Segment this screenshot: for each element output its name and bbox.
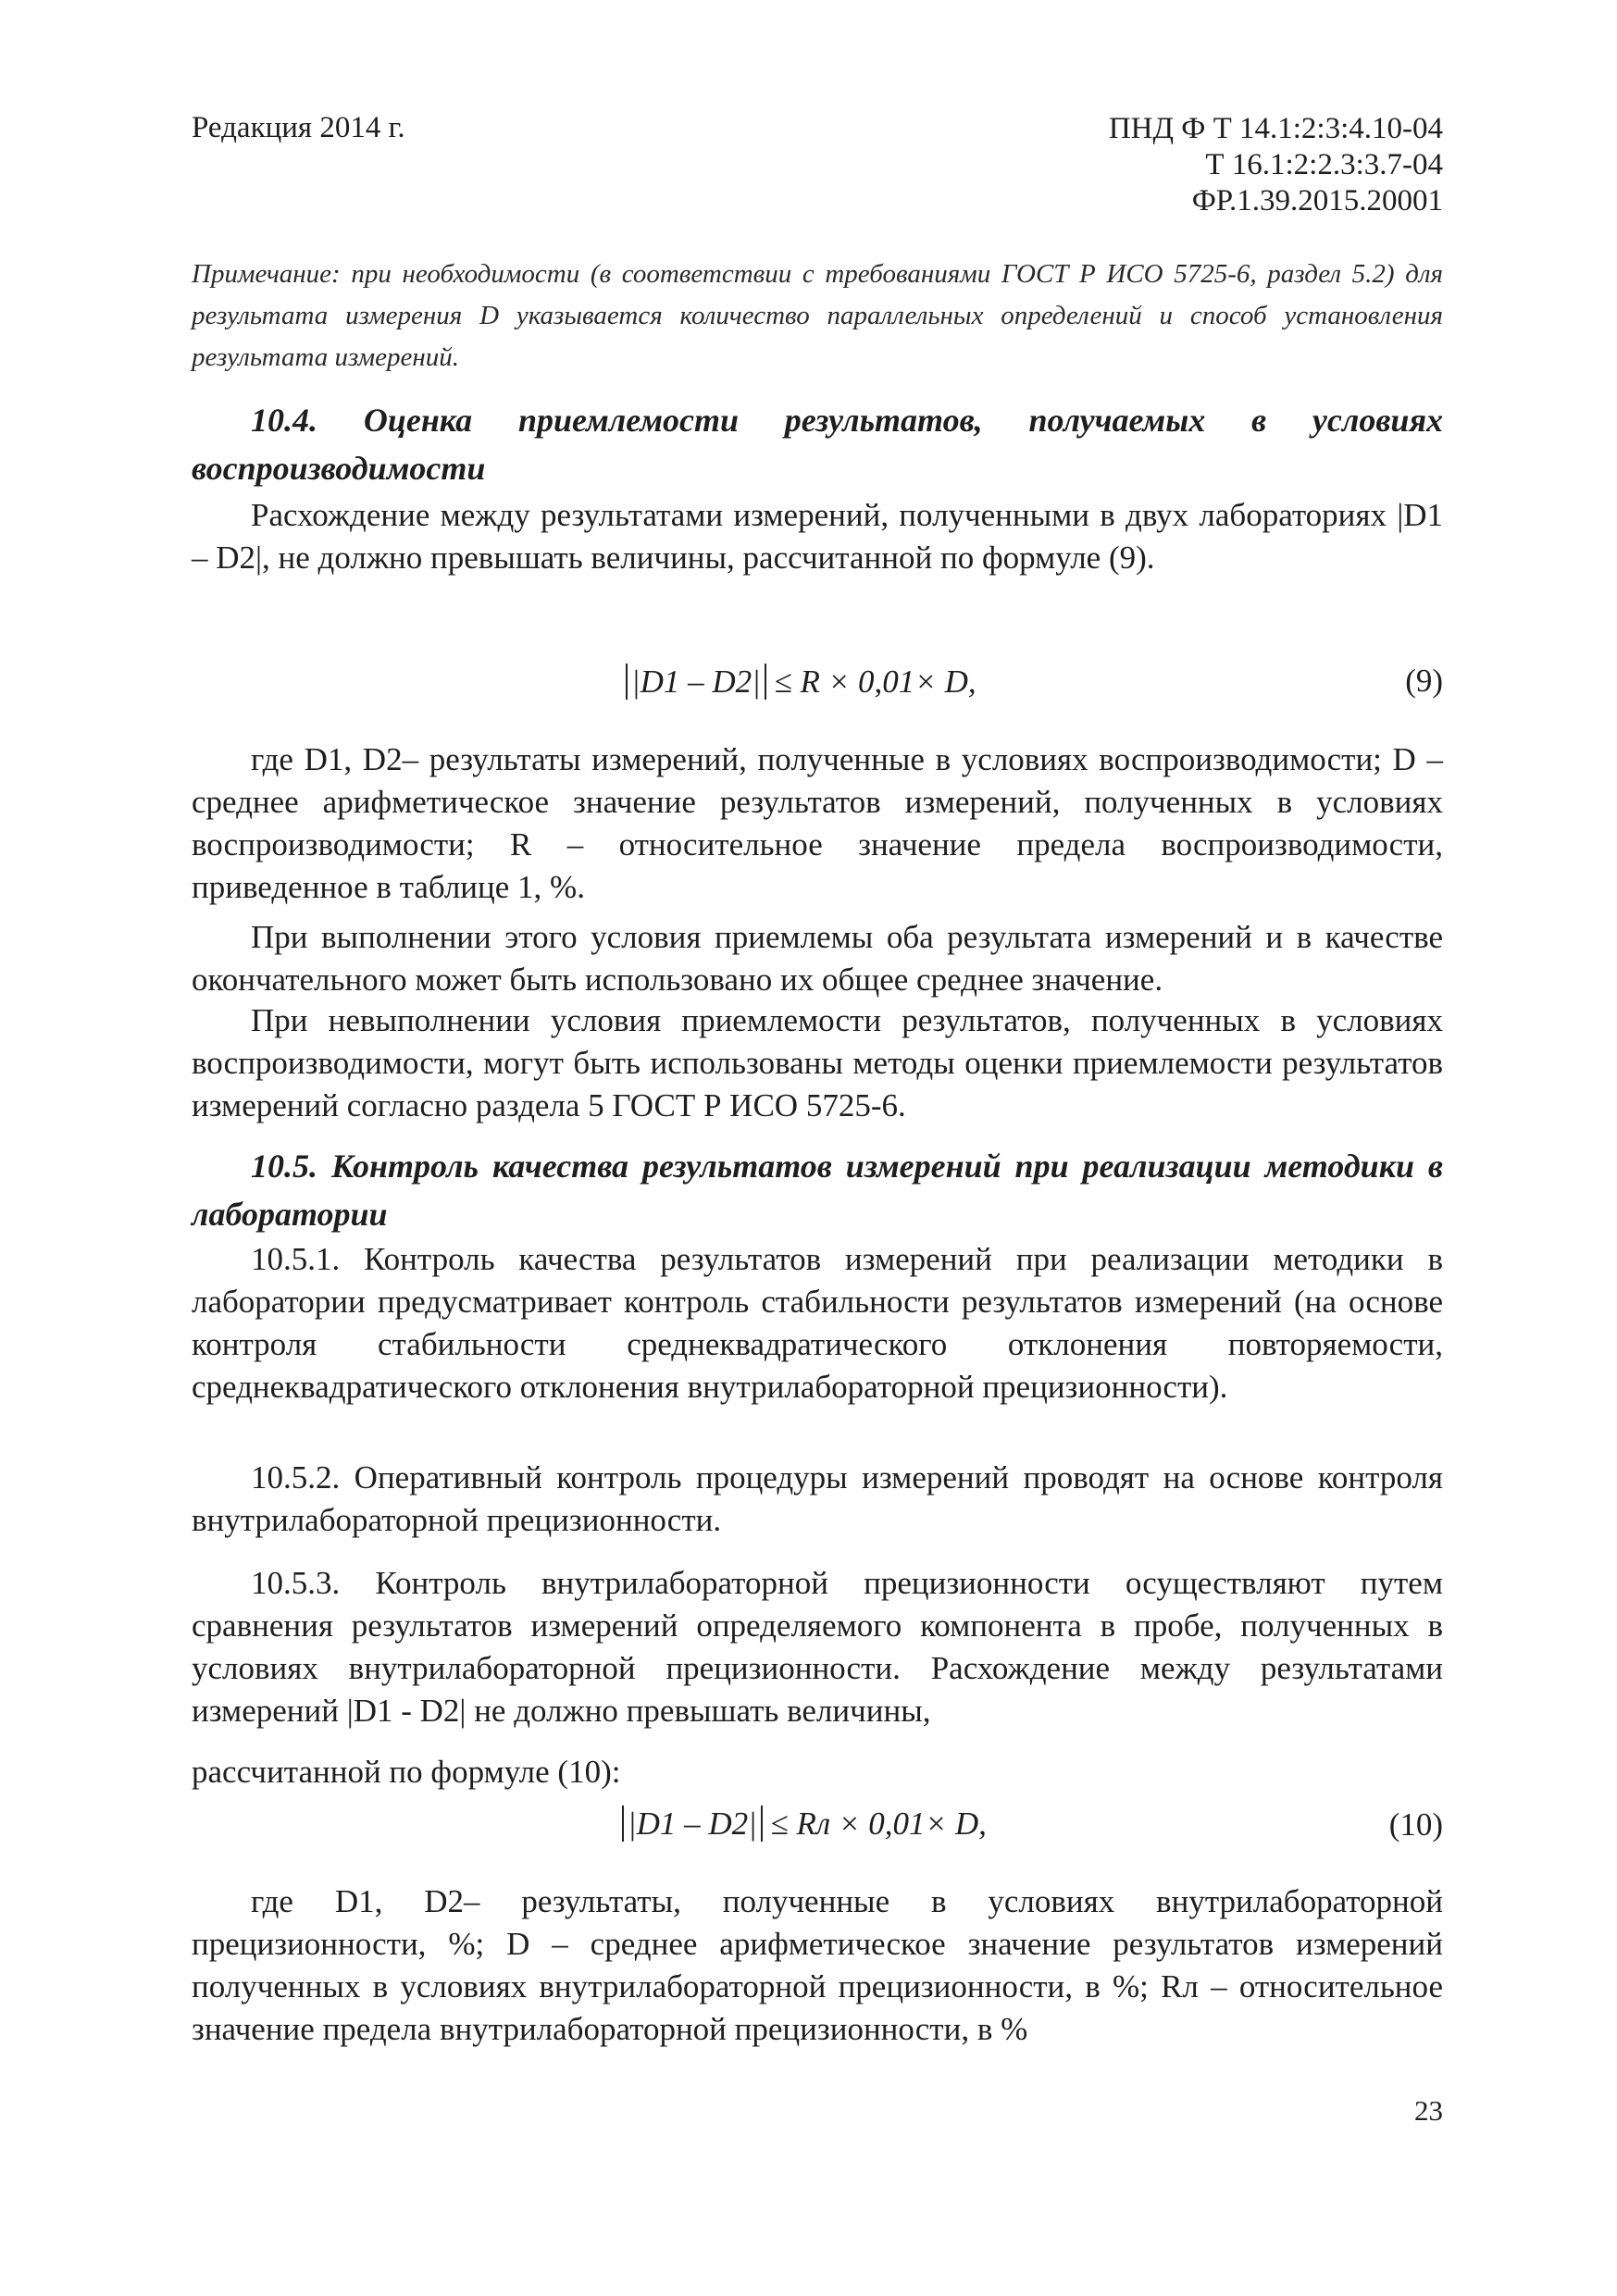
note-text: Примечание: при необходимости (в соответствии с требованиями ГОСТ Р ИСО 5725-6, раздел 5.2) для результата измерения D указывается количество параллельных определений и способ установления результата измерений. (192, 259, 1443, 372)
document-code-line: ПНД Ф Т 14.1:2:3:4.10-04 (1108, 112, 1443, 145)
formula-10-explanation: где D1, D2– результаты, полученные в условиях внутрилабораторной прецизионности, %; D – среднее арифметическое значение результатов измерений полученных в условиях внутрилабораторной прецизионности, в %; Rл – относительное значение предела внутрилабораторной прецизионности, в % (192, 1883, 1443, 2047)
formula-10-lhs: |D1 – D2| (622, 1806, 763, 1842)
section-10-4-title: 10.4. Оценка приемлемости результатов, получаемых в условиях воспроизводимости (192, 402, 1443, 487)
section-10-5-3-paragraph: 10.5.3. Контроль внутрилабораторной прецизионности осуществляют путем сравнения результатов измерений определяемого компонента в пробе, полученных в условиях внутрилабораторной прецизионности. Расхождение между результатами измерений |D1 - D2| не должно превышать величины, (192, 1565, 1443, 1729)
section-10-5-title: 10.5. Контроль качества результатов измерений при реализации методики в лаборатории (192, 1148, 1443, 1233)
formula-10-number: (10) (1388, 1806, 1443, 1843)
edition-label: Редакция 2014 г. (192, 111, 405, 144)
page-number: 23 (1414, 2094, 1443, 2127)
formula-10 (622, 1801, 987, 1847)
formula-9-lhs: |D1 – D2| (626, 664, 766, 700)
section-10-5-2-paragraph: 10.5.2. Оперативный контроль процедуры измерений проводят на основе контроля внутрилабораторной прецизионности. (192, 1459, 1443, 1538)
section-10-4-paragraph-3: При невыполнении условия приемлемости результатов, полученных в условиях воспроизводимости, могут быть использованы методы оценки приемлемости результатов измерений согласно раздела 5 ГОСТ Р ИСО 5725-6. (192, 1002, 1443, 1123)
section-10-5-3-paragraph-end: рассчитанной по формуле (10): (192, 1754, 621, 1790)
document-code-line: ФР.1.39.2015.20001 (1191, 184, 1443, 217)
formula-9-number: (9) (1405, 663, 1443, 699)
formula-9-explanation: где D1, D2– результаты измерений, полученные в условиях воспроизводимости; D – среднее арифметическое значение результатов измерений, полученных в условиях воспроизводимости; R – относительное значение предела воспроизводимости, приведенное в таблице 1, %. (192, 741, 1443, 905)
document-code-line: Т 16.1:2:2.3:3.7-04 (1205, 148, 1443, 181)
formula-9-rhs: ≤ R × 0,01× D, (774, 664, 976, 700)
formula-9 (626, 659, 976, 705)
section-10-5-1-paragraph: 10.5.1. Контроль качества результатов измерений при реализации методики в лаборатории предусматривает контроль стабильности результатов измерений (на основе контроля стабильности среднеквадратического отклонения повторяемости, среднеквадратического отклонения внутрилабораторной прецизионности). (192, 1241, 1443, 1405)
formula-10-rhs: ≤ Rл × 0,01× D, (770, 1806, 987, 1842)
section-10-4-paragraph-1: Расхождение между результатами измерений, полученными в двух лабораториях |D1 – D2|, не должно превышать величины, рассчитанной по формуле (9). (192, 497, 1443, 576)
section-10-4-paragraph-2: При выполнении этого условия приемлемы оба результата измерений и в качестве окончательного может быть использовано их общее среднее значение. (192, 919, 1443, 998)
document-code (1109, 111, 1443, 219)
